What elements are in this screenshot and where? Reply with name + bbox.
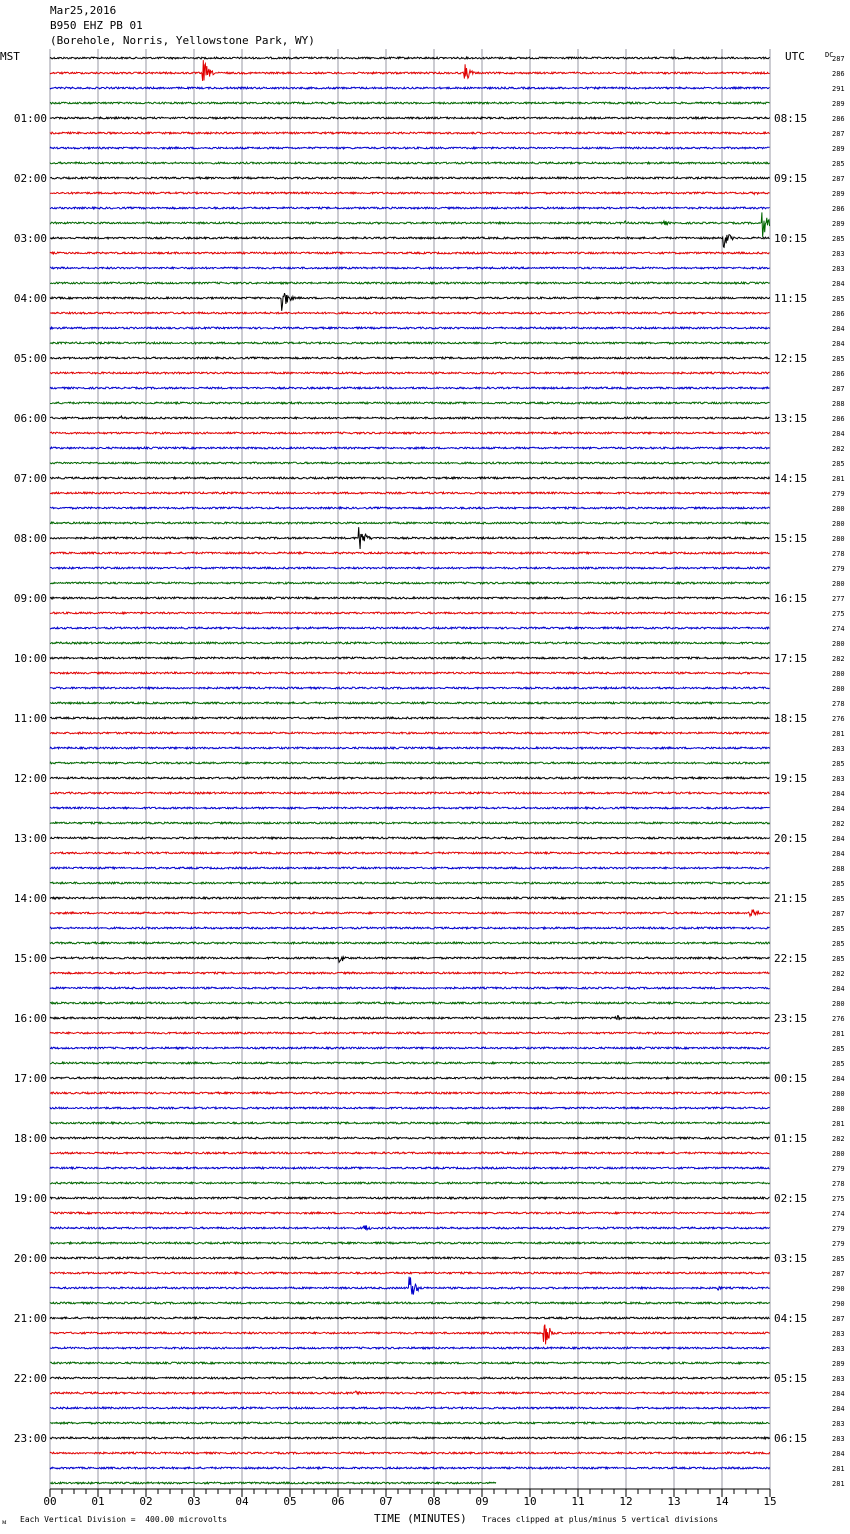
hour-label-mst: 13:00 — [13, 832, 47, 845]
trace-line — [50, 1092, 770, 1094]
hour-label-utc: 00:15 — [774, 1072, 808, 1085]
dc-offset-label: 287 — [832, 910, 845, 918]
dc-offset-label: 284 — [832, 835, 845, 843]
x-tick-label: 04 — [235, 1495, 249, 1508]
right-axis-label: UTC — [785, 50, 805, 63]
trace-line — [50, 416, 770, 419]
trace-line — [50, 732, 770, 734]
trace-line — [50, 267, 770, 269]
dc-offset-label: 285 — [832, 1045, 845, 1053]
header-location: (Borehole, Norris, Yellowstone Park, WY) — [50, 34, 315, 47]
hour-label-utc: 12:15 — [774, 352, 808, 365]
dc-offset-label: 280 — [832, 535, 845, 543]
hour-label-utc: 04:15 — [774, 1312, 808, 1325]
dc-offset-label: 282 — [832, 1135, 845, 1143]
hour-label-utc: 06:15 — [774, 1432, 808, 1445]
dc-offset-label: 285 — [832, 880, 845, 888]
dc-offset-label: 283 — [832, 775, 845, 783]
trace-line — [50, 762, 770, 764]
x-tick-label: 00 — [43, 1495, 57, 1508]
dc-offset-label: 280 — [832, 685, 845, 693]
x-tick-label: 02 — [139, 1495, 153, 1508]
trace-line — [50, 192, 770, 194]
dc-offset-label: 284 — [832, 430, 845, 438]
trace-line — [50, 597, 770, 599]
trace-line — [50, 1122, 770, 1124]
header-date: Mar25,2016 — [50, 4, 117, 17]
hour-label-mst: 02:00 — [13, 172, 47, 185]
scale-note: Each Vertical Division = 400.00 microvolts — [20, 1515, 228, 1524]
trace-line — [50, 1482, 496, 1484]
trace-line — [50, 897, 770, 899]
dc-offset-label: 274 — [832, 1210, 845, 1218]
dc-offset-label: 285 — [832, 295, 845, 303]
dc-offset-label: 281 — [832, 730, 845, 738]
x-tick-label: 10 — [523, 1495, 537, 1508]
trace-line — [50, 212, 770, 236]
hour-label-utc: 18:15 — [774, 712, 808, 725]
dc-offset-label: 283 — [832, 1420, 845, 1428]
axis-labels — [14, 55, 845, 1508]
dc-offset-label: 284 — [832, 805, 845, 813]
dc-offset-label: 280 — [832, 670, 845, 678]
dc-offset-label: 286 — [832, 115, 845, 123]
dc-offset-label: 289 — [832, 100, 845, 108]
x-tick-label: 05 — [283, 1495, 297, 1508]
trace-line — [50, 117, 770, 119]
trace-line — [50, 1077, 770, 1079]
hour-label-mst: 14:00 — [13, 892, 47, 905]
hour-label-mst: 15:00 — [13, 952, 47, 965]
hour-label-utc: 09:15 — [774, 172, 808, 185]
trace-line — [50, 1422, 770, 1424]
trace-line — [50, 1257, 770, 1259]
trace-line — [50, 1277, 770, 1295]
dc-offset-label: 288 — [832, 400, 845, 408]
trace-line — [50, 1167, 770, 1169]
hour-label-utc: 10:15 — [774, 232, 808, 245]
hour-label-utc: 15:15 — [774, 532, 808, 545]
trace-line — [50, 1452, 770, 1454]
dc-offset-label: 288 — [832, 865, 845, 873]
hour-label-utc: 21:15 — [774, 892, 808, 905]
dc-offset-label: 280 — [832, 1150, 845, 1158]
dc-offset-label: 277 — [832, 595, 845, 603]
dc-offset-label: 276 — [832, 715, 845, 723]
trace-line — [50, 552, 770, 554]
dc-offset-label: 279 — [832, 1225, 845, 1233]
dc-offset-label: 284 — [832, 325, 845, 333]
trace-line — [50, 1047, 770, 1049]
dc-offset-label: 285 — [832, 235, 845, 243]
trace-line — [50, 522, 770, 524]
dc-offset-label: 275 — [832, 610, 845, 618]
trace-line — [50, 477, 770, 479]
trace-line — [50, 235, 770, 248]
trace-line — [50, 1032, 770, 1034]
dc-offset-label: 287 — [832, 1315, 845, 1323]
hour-label-utc: 14:15 — [774, 472, 808, 485]
dc-offset-label: 286 — [832, 310, 845, 318]
dc-offset-label: 289 — [832, 190, 845, 198]
trace-line — [50, 282, 770, 284]
trace-line — [50, 462, 770, 464]
dc-offset-label: 286 — [832, 70, 845, 78]
trace-line — [50, 1002, 770, 1004]
x-tick-label: 03 — [187, 1495, 201, 1508]
trace-line — [50, 252, 770, 254]
trace-line — [50, 342, 770, 344]
dc-offset-label: 282 — [832, 655, 845, 663]
trace-line — [50, 1107, 770, 1109]
dc-offset-label: 285 — [832, 355, 845, 363]
x-tick-label: 08 — [427, 1495, 441, 1508]
trace-line — [50, 807, 770, 809]
trace-line — [50, 867, 770, 869]
trace-line — [50, 792, 770, 794]
trace-line — [50, 672, 770, 674]
dc-offset-label: 284 — [832, 1405, 845, 1413]
hour-label-mst: 16:00 — [13, 1012, 47, 1025]
hour-label-utc: 08:15 — [774, 112, 808, 125]
dc-offset-label: 284 — [832, 850, 845, 858]
dc-label: DC — [825, 51, 834, 59]
trace-line — [50, 687, 770, 689]
dc-offset-label: 285 — [832, 895, 845, 903]
dc-offset-label: 283 — [832, 1435, 845, 1443]
hour-label-mst: 10:00 — [13, 652, 47, 665]
trace-line — [50, 627, 770, 629]
dc-offset-label: 279 — [832, 565, 845, 573]
traces — [50, 57, 770, 1484]
dc-offset-label: 284 — [832, 280, 845, 288]
dc-offset-label: 287 — [832, 175, 845, 183]
hour-label-mst: 05:00 — [13, 352, 47, 365]
dc-offset-label: 283 — [832, 1375, 845, 1383]
trace-line — [50, 1467, 770, 1469]
hour-label-mst: 09:00 — [13, 592, 47, 605]
x-tick-label: 01 — [91, 1495, 105, 1508]
dc-offset-label: 278 — [832, 550, 845, 558]
x-axis-title: TIME (MINUTES) — [374, 1512, 467, 1525]
dc-offset-label: 291 — [832, 85, 845, 93]
trace-line — [50, 177, 770, 179]
dc-offset-label: 284 — [832, 340, 845, 348]
dc-offset-label: 286 — [832, 205, 845, 213]
trace-line — [50, 387, 770, 389]
trace-line — [50, 447, 770, 449]
trace-line — [50, 987, 770, 989]
dc-offset-label: 287 — [832, 1270, 845, 1278]
hour-label-mst: 03:00 — [13, 232, 47, 245]
dc-offset-label: 282 — [832, 445, 845, 453]
dc-offset-label: 280 — [832, 580, 845, 588]
dc-offset-label: 285 — [832, 760, 845, 768]
dc-offset-label: 284 — [832, 985, 845, 993]
dc-offset-label: 283 — [832, 1345, 845, 1353]
x-tick-label: 06 — [331, 1495, 345, 1508]
hour-label-mst: 07:00 — [13, 472, 47, 485]
dc-offset-label: 282 — [832, 970, 845, 978]
dc-offset-label: 285 — [832, 955, 845, 963]
dc-offset-label: 278 — [832, 1180, 845, 1188]
dc-offset-label: 276 — [832, 1015, 845, 1023]
x-tick-label: 15 — [763, 1495, 777, 1508]
dc-offset-label: 285 — [832, 460, 845, 468]
hour-label-mst: 12:00 — [13, 772, 47, 785]
trace-line — [50, 312, 770, 314]
x-tick-label: 07 — [379, 1495, 393, 1508]
trace-line — [50, 1062, 770, 1064]
dc-offset-label: 280 — [832, 505, 845, 513]
trace-line — [50, 942, 770, 944]
trace-line — [50, 1437, 770, 1439]
hour-label-mst: 20:00 — [13, 1252, 47, 1265]
dc-offset-label: 281 — [832, 1480, 845, 1488]
trace-line — [50, 527, 770, 549]
trace-line — [50, 852, 770, 854]
hour-label-mst: 22:00 — [13, 1372, 47, 1385]
dc-offset-label: 283 — [832, 250, 845, 258]
hour-label-utc: 17:15 — [774, 652, 808, 665]
dc-offset-label: 281 — [832, 475, 845, 483]
hour-label-utc: 02:15 — [774, 1192, 808, 1205]
dc-offset-label: 284 — [832, 790, 845, 798]
hour-label-mst: 01:00 — [13, 112, 47, 125]
dc-offset-label: 279 — [832, 1240, 845, 1248]
header-station: B950 EHZ PB 01 — [50, 19, 143, 32]
trace-line — [50, 837, 770, 839]
trace-line — [50, 822, 770, 824]
dc-offset-label: 289 — [832, 220, 845, 228]
dc-offset-label: 287 — [832, 385, 845, 393]
x-tick-label: 09 — [475, 1495, 489, 1508]
trace-line — [50, 582, 770, 584]
dc-offset-label: 284 — [832, 1390, 845, 1398]
dc-offset-label: 286 — [832, 370, 845, 378]
dc-offset-label: 287 — [832, 130, 845, 138]
trace-line — [50, 293, 770, 311]
dc-offset-label: 285 — [832, 160, 845, 168]
trace-line — [50, 1212, 770, 1214]
trace-line — [50, 1272, 770, 1274]
trace-line — [50, 910, 770, 917]
trace-line — [50, 102, 770, 104]
dc-offset-label: 284 — [832, 1075, 845, 1083]
trace-line — [50, 57, 770, 59]
dc-offset-label: 280 — [832, 640, 845, 648]
dc-offset-label: 283 — [832, 1330, 845, 1338]
trace-line — [50, 1407, 770, 1409]
trace-line — [50, 567, 770, 569]
dc-offset-label: 284 — [832, 1450, 845, 1458]
hour-label-mst: 19:00 — [13, 1192, 47, 1205]
trace-line — [50, 207, 770, 209]
corner-mark: ᴍ — [2, 1518, 7, 1526]
trace-line — [50, 657, 770, 659]
trace-line — [50, 972, 770, 974]
hour-label-mst: 17:00 — [13, 1072, 47, 1085]
dc-offset-label: 283 — [832, 745, 845, 753]
hour-label-mst: 23:00 — [13, 1432, 47, 1445]
dc-offset-label: 274 — [832, 625, 845, 633]
dc-offset-label: 279 — [832, 1165, 845, 1173]
x-tick-label: 13 — [667, 1495, 681, 1508]
dc-offset-label: 280 — [832, 520, 845, 528]
dc-offset-label: 281 — [832, 1030, 845, 1038]
clip-note: Traces clipped at plus/minus 5 vertical divisions — [482, 1515, 719, 1524]
trace-line — [50, 1182, 770, 1184]
dc-offset-label: 285 — [832, 925, 845, 933]
trace-line — [50, 1391, 770, 1394]
trace-line — [50, 147, 770, 149]
trace-line — [50, 372, 770, 374]
dc-offset-label: 279 — [832, 490, 845, 498]
trace-line — [50, 492, 770, 494]
x-tick-label: 14 — [715, 1495, 729, 1508]
trace-line — [50, 1225, 770, 1230]
dc-offset-label: 290 — [832, 1300, 845, 1308]
hour-label-mst: 18:00 — [13, 1132, 47, 1145]
trace-line — [50, 402, 770, 404]
hour-label-utc: 19:15 — [774, 772, 808, 785]
dc-offset-label: 286 — [832, 415, 845, 423]
dc-offset-label: 275 — [832, 1195, 845, 1203]
dc-offset-label: 290 — [832, 1285, 845, 1293]
trace-line — [50, 642, 770, 644]
trace-line — [50, 1197, 770, 1199]
dc-offset-label: 287 — [832, 55, 845, 63]
trace-line — [50, 162, 770, 164]
dc-offset-label: 285 — [832, 1255, 845, 1263]
left-axis-label: MST — [0, 50, 20, 63]
trace-line — [50, 1242, 770, 1244]
trace-line — [50, 702, 770, 704]
dc-offset-label: 278 — [832, 700, 845, 708]
trace-line — [50, 1137, 770, 1139]
hour-label-utc: 22:15 — [774, 952, 808, 965]
trace-line — [50, 1302, 770, 1304]
dc-offset-label: 285 — [832, 940, 845, 948]
trace-line — [50, 60, 770, 81]
dc-offset-label: 289 — [832, 145, 845, 153]
dc-offset-label: 281 — [832, 1120, 845, 1128]
trace-line — [50, 1152, 770, 1154]
trace-line — [50, 717, 770, 719]
trace-line — [50, 1317, 770, 1319]
dc-offset-label: 282 — [832, 820, 845, 828]
trace-line — [50, 747, 770, 749]
hour-label-utc: 23:15 — [774, 1012, 808, 1025]
hour-label-utc: 13:15 — [774, 412, 808, 425]
x-tick-label: 11 — [571, 1495, 585, 1508]
hour-label-utc: 01:15 — [774, 1132, 808, 1145]
dc-offset-label: 285 — [832, 1060, 845, 1068]
dc-offset-label: 280 — [832, 1105, 845, 1113]
trace-line — [50, 327, 770, 329]
dc-offset-label: 280 — [832, 1000, 845, 1008]
x-tick-label: 12 — [619, 1495, 633, 1508]
dc-offset-label: 280 — [832, 1090, 845, 1098]
hour-label-utc: 03:15 — [774, 1252, 808, 1265]
dc-offset-label: 281 — [832, 1465, 845, 1473]
trace-line — [50, 777, 770, 779]
trace-line — [50, 357, 770, 359]
hour-label-mst: 04:00 — [13, 292, 47, 305]
hour-label-utc: 16:15 — [774, 592, 808, 605]
trace-line — [50, 927, 770, 929]
trace-line — [50, 132, 770, 134]
trace-line — [50, 432, 770, 434]
trace-line — [50, 957, 770, 962]
trace-line — [50, 507, 770, 509]
trace-line — [50, 612, 770, 614]
hour-label-mst: 08:00 — [13, 532, 47, 545]
trace-line — [50, 882, 770, 884]
trace-line — [50, 87, 770, 89]
trace-line — [50, 1325, 770, 1345]
hour-label-utc: 11:15 — [774, 292, 808, 305]
hour-label-mst: 11:00 — [13, 712, 47, 725]
hour-label-utc: 20:15 — [774, 832, 808, 845]
trace-line — [50, 1016, 770, 1021]
hour-label-mst: 21:00 — [13, 1312, 47, 1325]
dc-offset-label: 283 — [832, 265, 845, 273]
dc-offset-label: 289 — [832, 1360, 845, 1368]
hour-label-utc: 05:15 — [774, 1372, 808, 1385]
trace-line — [50, 1347, 770, 1349]
trace-line — [50, 1362, 770, 1364]
hour-label-mst: 06:00 — [13, 412, 47, 425]
trace-line — [50, 1377, 770, 1379]
